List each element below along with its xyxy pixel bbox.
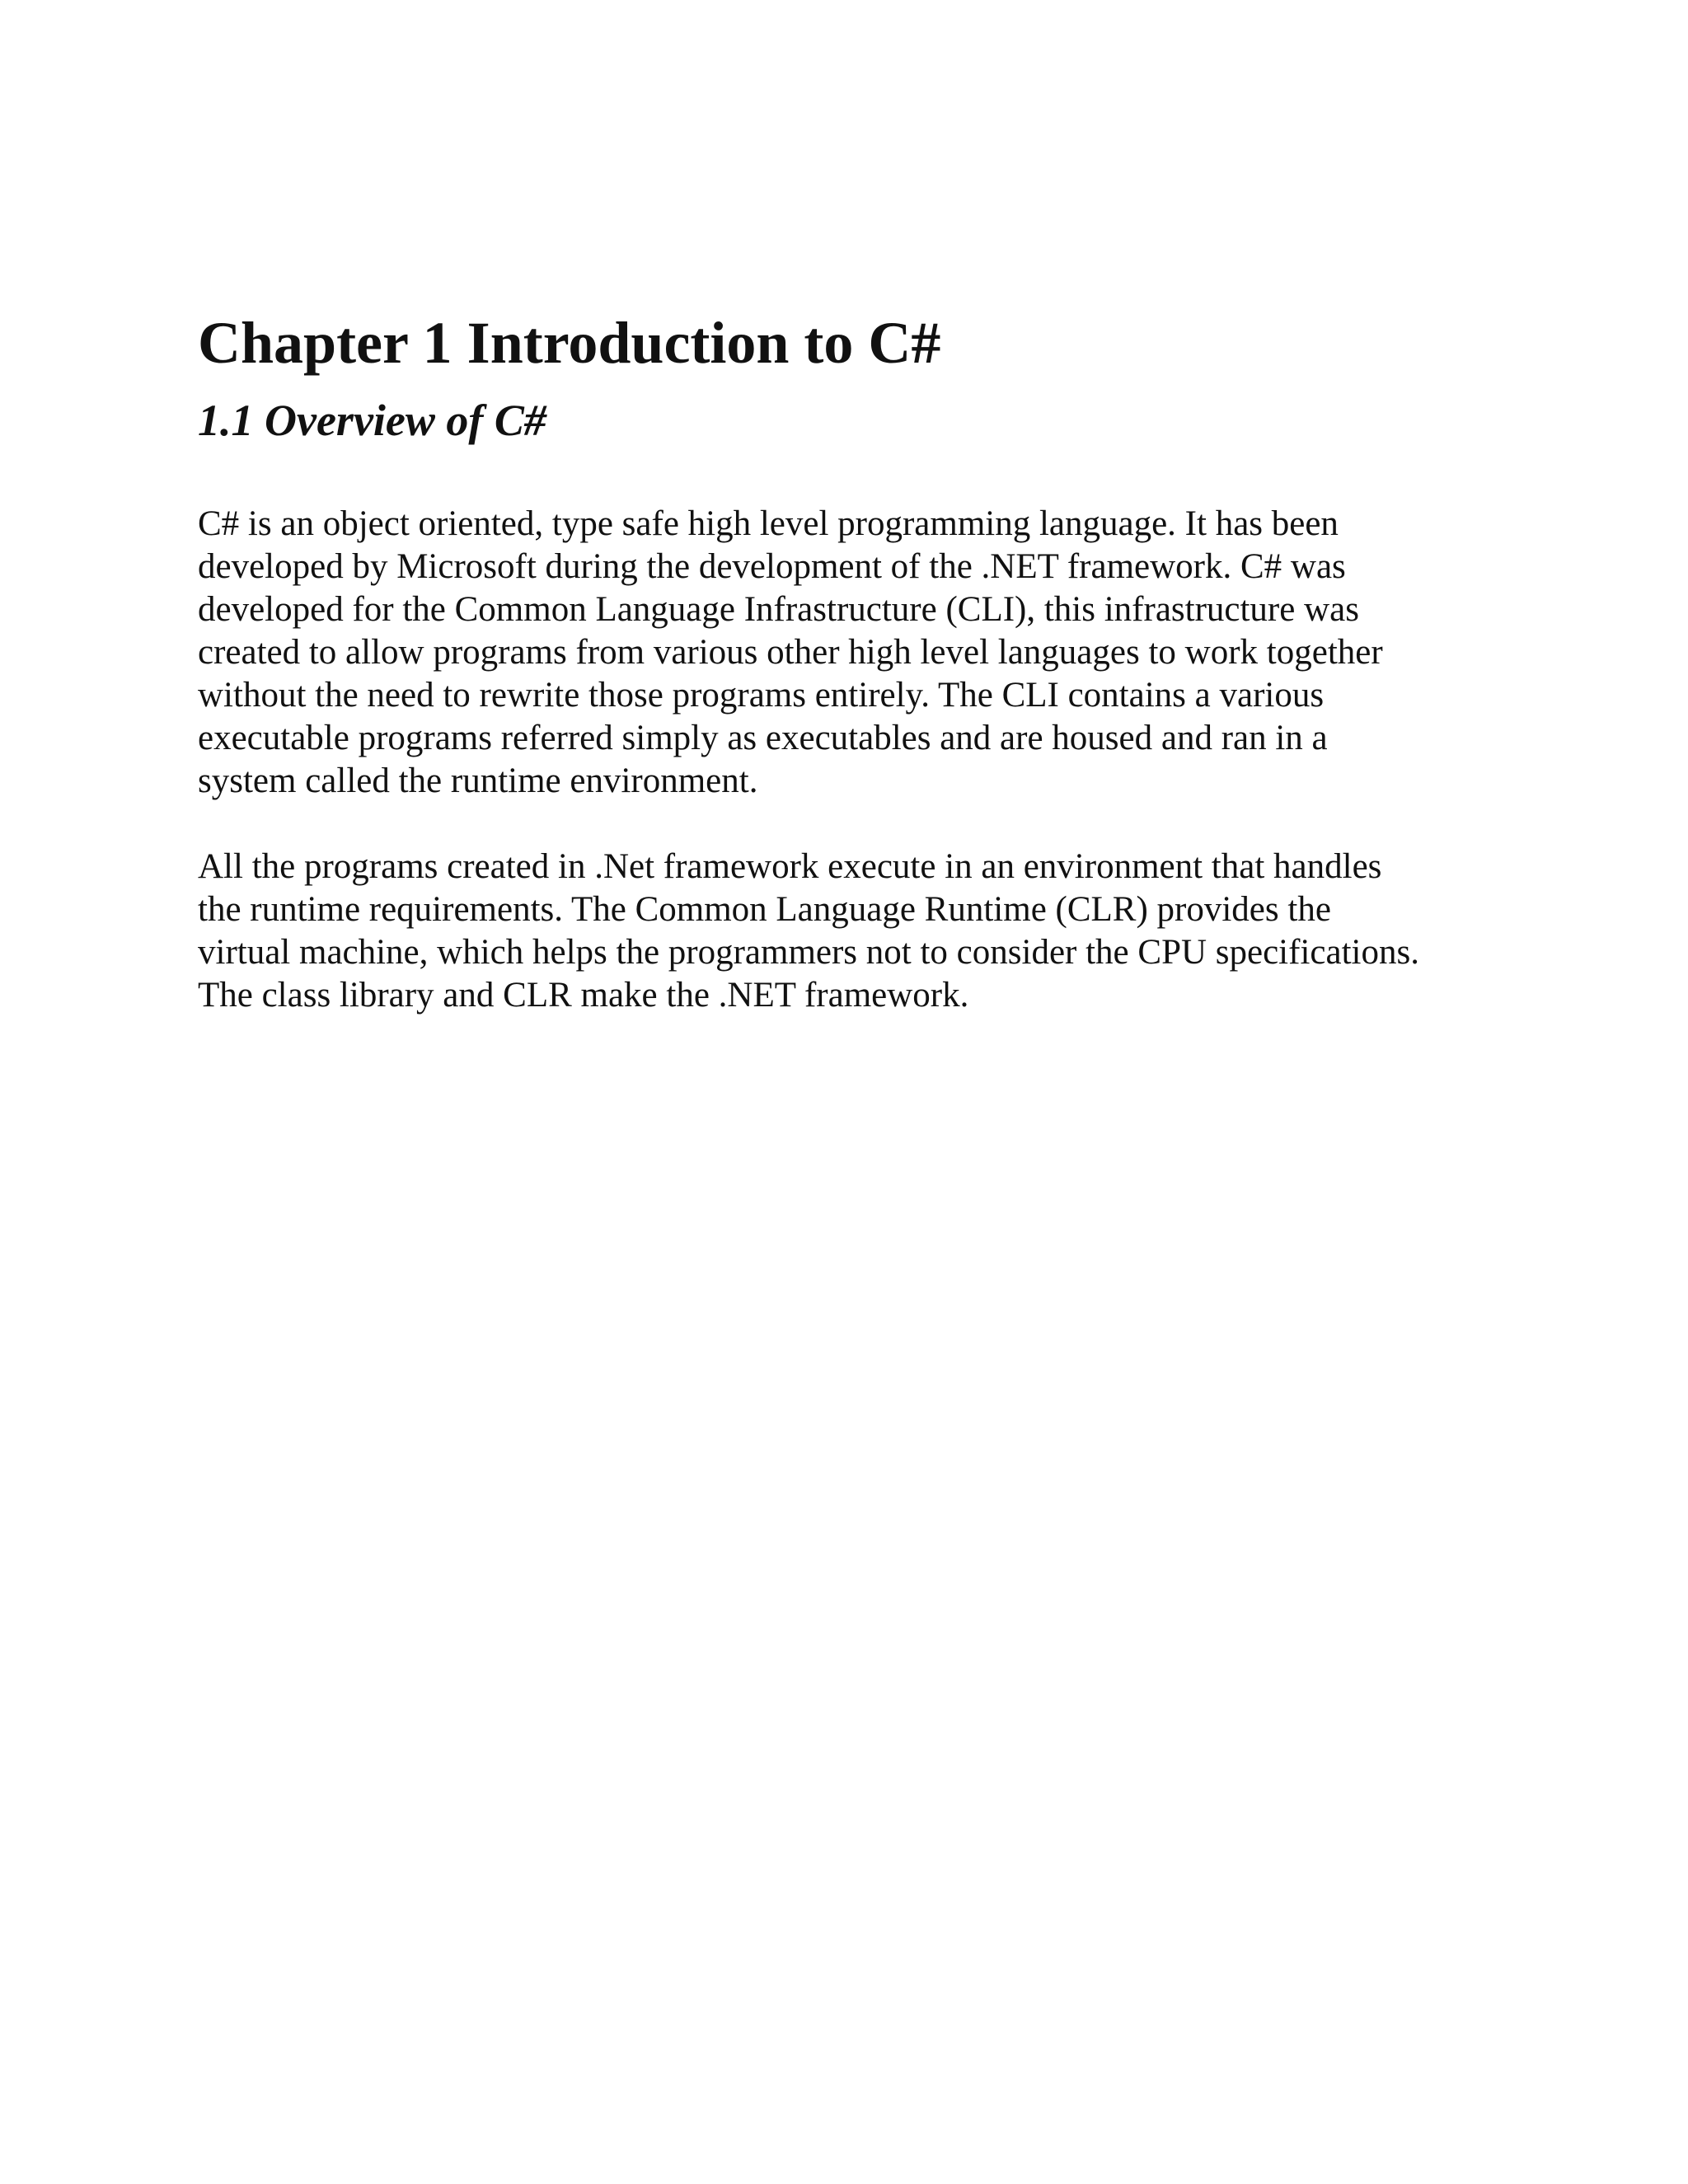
page-content	[198, 303, 1517, 1017]
text-line: The class library and CLR make the .NET framework.	[198, 976, 969, 1015]
text-line: developed by Microsoft during the development of the .NET framework. C# was	[198, 547, 1346, 586]
text-line: executable programs referred simply as executables and are housed and ran in a	[198, 719, 1328, 757]
text-line: All the programs created in .Net framework execute in an environment that handles	[198, 847, 1382, 886]
section-title: 1.1 Overview of C#	[198, 396, 546, 445]
text-line: developed for the Common Language Infrastructure (CLI), this infrastructure was	[198, 590, 1359, 629]
text-line: system called the runtime environment.	[198, 762, 758, 800]
text-line: the runtime requirements. The Common Language Runtime (CLR) provides the	[198, 890, 1331, 929]
chapter-title: Chapter 1 Introduction to C#	[198, 310, 941, 376]
text-line: without the need to rewrite those programs entirely. The CLI contains a various	[198, 676, 1325, 715]
text-line: C# is an object oriented, type safe high level programming language. It has been	[198, 504, 1339, 543]
text-line: virtual machine, which helps the programmers not to consider the CPU specifications.	[198, 933, 1419, 972]
text-line: created to allow programs from various other high level languages to work together	[198, 633, 1383, 672]
paragraph-overview	[198, 503, 1517, 803]
paragraph-runtime	[198, 846, 1517, 1017]
